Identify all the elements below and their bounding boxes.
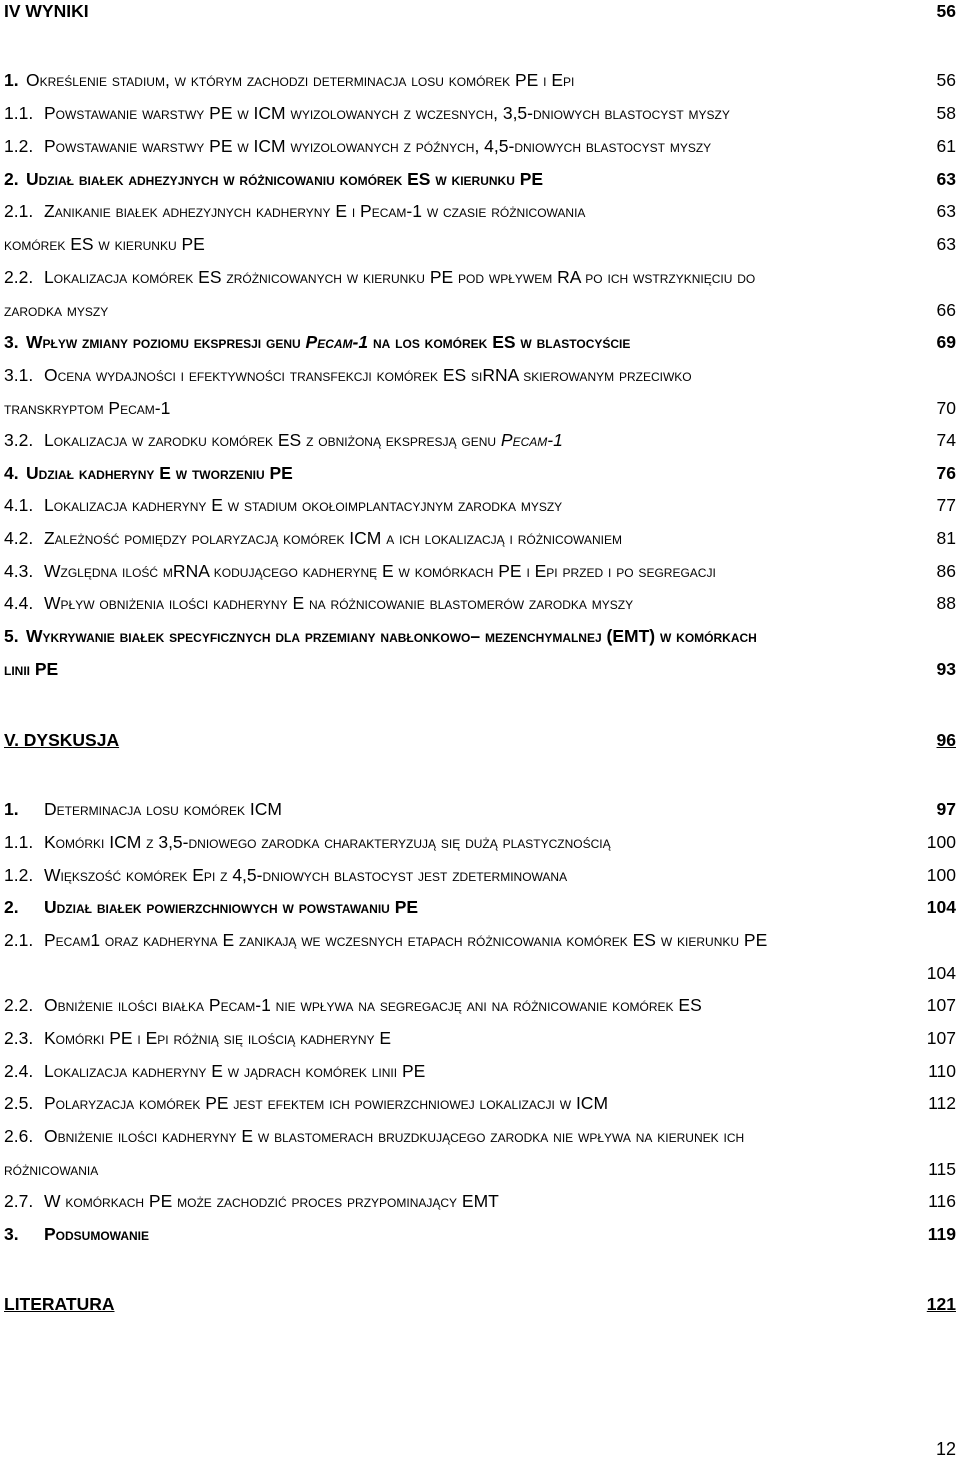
toc-title: Komórki ICM z 3,5-dniowego zarodka charakteryzują się dużą plastycznością (44, 832, 611, 852)
toc-number: 1. (4, 70, 19, 90)
toc-page: 107 (926, 1028, 956, 1048)
toc-entry-continuation[interactable] (4, 233, 956, 255)
toc-number: 3.2. (4, 430, 34, 450)
toc-number: 2.5. (4, 1093, 34, 1113)
toc-page: 96 (936, 730, 956, 750)
toc-section-heading[interactable] (4, 729, 956, 751)
toc-entry[interactable] (4, 625, 956, 647)
gene-name: Pecam-1 (305, 332, 369, 352)
toc-number: 4.4. (4, 593, 34, 613)
toc-page: 66 (936, 300, 956, 320)
toc-title: Zanikanie białek adhezyjnych kadheryny E i Pecam-1 w czasie różnicowania (44, 201, 586, 221)
toc-entry[interactable] (4, 266, 956, 288)
toc-page: 63 (936, 234, 956, 254)
toc-number: 2.7. (4, 1191, 34, 1211)
toc-entry[interactable] (4, 1027, 956, 1049)
toc-page: 97 (936, 799, 956, 819)
toc-section-heading[interactable] (4, 1293, 956, 1315)
gene-name: Pecam-1 (500, 430, 563, 450)
toc-entry[interactable] (4, 560, 956, 582)
toc-title: Większość komórek Epi z 4,5-dniowych blastocyst jest zdeterminowana (44, 865, 568, 885)
toc-title: Udział białek powierzchniowych w powstawaniu PE (44, 897, 419, 917)
toc-number: 2.2. (4, 995, 34, 1015)
toc-entry[interactable] (4, 494, 956, 516)
toc-entry[interactable] (4, 364, 956, 386)
toc-page: 61 (936, 136, 956, 156)
toc-number: 3. (4, 332, 19, 352)
toc-page: 100 (926, 865, 956, 885)
toc-entry[interactable] (4, 331, 956, 353)
toc-number: 2.2. (4, 267, 34, 287)
toc-title: Polaryzacja komórek PE jest efektem ich powierzchniowej lokalizacji w ICM (44, 1093, 609, 1113)
toc-number: 2.3. (4, 1028, 34, 1048)
toc-entry[interactable] (4, 69, 956, 91)
toc-entry[interactable] (4, 1125, 956, 1147)
toc-title: Określenie stadium, w którym zachodzi determinacja losu komórek PE i Epi (26, 70, 575, 90)
toc-title: Powstawanie warstwy PE w ICM wyizolowanych z wczesnych, 3,5-dniowych blastocyst myszy (44, 103, 730, 123)
toc-page: 104 (926, 963, 956, 983)
toc-entry-continuation[interactable] (4, 397, 956, 419)
footer-page-number: 12 (935, 1439, 956, 1459)
toc-page: 88 (936, 593, 956, 613)
toc-page: 56 (936, 1, 956, 21)
toc-page: 81 (936, 528, 956, 548)
toc-number: 2.1. (4, 930, 34, 950)
toc-entry[interactable] (4, 929, 956, 951)
toc-page: 63 (936, 169, 956, 189)
toc-title: Pecam1 oraz kadheryna E zanikają we wczesnych etapach różnicowania komórek ES w kierunku PE (44, 930, 768, 950)
toc-section-heading[interactable] (4, 0, 956, 22)
toc-entry-continuation[interactable] (4, 1158, 956, 1180)
toc-entry[interactable] (4, 592, 956, 614)
toc-number: 1. (4, 799, 19, 819)
toc-title: Względna ilość mRNA kodującego kadherynę E w komórkach PE i Epi przed i po segregacji (44, 561, 716, 581)
toc-title: komórek ES w kierunku PE (4, 234, 205, 254)
toc-number: 4.2. (4, 528, 34, 548)
toc-page: 74 (936, 430, 956, 450)
toc-title: linii PE (4, 659, 59, 679)
toc-entry-continuation[interactable] (4, 658, 956, 680)
toc-title: Ocena wydajności i efektywności transfekcji komórek ES siRNA skierowanym przeciwko (44, 365, 692, 385)
toc-title-part: Lokalizacja w zarodku komórek ES z obniżoną ekspresją genu (44, 430, 501, 450)
toc-page: 70 (936, 398, 956, 418)
toc-title: W komórkach PE może zachodzić proces przypominający EMT (44, 1191, 499, 1211)
toc-title: Obniżenie ilości kadheryny E w blastomerach bruzdkującego zarodka nie wpływa na kierunek ich (44, 1126, 745, 1146)
toc-number: 3. (4, 1224, 19, 1244)
toc-entry[interactable] (4, 994, 956, 1016)
toc-number: 1.1. (4, 832, 34, 852)
toc-page: 93 (936, 659, 956, 679)
toc-title: Zależność pomiędzy polaryzacją komórek ICM a ich lokalizacją i różnicowaniem (44, 528, 622, 548)
toc-page: 107 (926, 995, 956, 1015)
toc-number: IV WYNIKI (4, 1, 89, 21)
toc-title-part: na los komórek ES w blastocyście (368, 332, 631, 352)
toc-page: 115 (928, 1159, 956, 1179)
toc-entry[interactable] (4, 831, 956, 853)
toc-page: 119 (927, 1224, 956, 1244)
toc-page: 63 (936, 201, 956, 221)
toc-page: 69 (936, 332, 956, 352)
toc-entry[interactable] (4, 429, 956, 451)
toc-title: Udział kadheryny E w tworzeniu PE (26, 463, 293, 483)
toc-entry[interactable] (4, 1092, 956, 1114)
toc-title: Lokalizacja kadheryny E w stadium okołoimplantacyjnym zarodka myszy (44, 495, 563, 515)
toc-page: 76 (936, 463, 956, 483)
toc-page: 104 (926, 897, 956, 917)
toc-entry[interactable] (4, 527, 956, 549)
toc-page: 110 (928, 1061, 956, 1081)
toc-page: 116 (928, 1191, 956, 1211)
toc-number: 4.1. (4, 495, 34, 515)
toc-title: zarodka myszy (4, 300, 109, 320)
toc-title (44, 429, 927, 451)
toc-number: LITERATURA (4, 1294, 115, 1314)
toc-page: 121 (926, 1294, 956, 1314)
toc-number: 2.1. (4, 201, 34, 221)
toc-entry[interactable] (4, 1190, 956, 1212)
toc-entry[interactable] (4, 135, 956, 157)
toc-number: 2.4. (4, 1061, 34, 1081)
toc-entry[interactable] (4, 200, 956, 222)
toc-number: 4.3. (4, 561, 34, 581)
toc-title: Determinacja losu komórek ICM (44, 799, 282, 819)
toc-number: 1.1. (4, 103, 34, 123)
toc-page: 100 (926, 832, 956, 852)
toc-number: 4. (4, 463, 19, 483)
toc-title: różnicowania (4, 1159, 99, 1179)
toc-page: 112 (928, 1093, 956, 1113)
toc-number: 5. (4, 626, 19, 646)
toc-number: V. DYSKUSJA (4, 730, 120, 750)
toc-title: Wykrywanie białek specyficznych dla przemiany nabłonkowo– mezenchymalnej (EMT) w komórkach (26, 626, 757, 646)
toc-entry[interactable] (4, 1223, 956, 1245)
toc-title: transkryptom Pecam-1 (4, 398, 171, 418)
toc-number: 3.1. (4, 365, 34, 385)
toc-entry-continuation[interactable] (4, 299, 956, 321)
toc-entry[interactable] (4, 864, 956, 886)
toc-entry[interactable] (4, 462, 956, 484)
toc-title: Obniżenie ilości białka Pecam-1 nie wpływa na segregację ani na różnicowanie komórek ES (44, 995, 702, 1015)
toc-number: 1.2. (4, 865, 34, 885)
toc-title: Udział białek adhezyjnych w różnicowaniu komórek ES w kierunku PE (26, 169, 544, 189)
toc-entry[interactable] (4, 102, 956, 124)
toc-page: 58 (936, 103, 956, 123)
toc-number: 2.6. (4, 1126, 34, 1146)
toc-page: 77 (936, 495, 956, 515)
toc-entry[interactable] (4, 1060, 956, 1082)
toc-number: 2. (4, 169, 19, 189)
toc-page: 56 (936, 70, 956, 90)
toc-entry-continuation[interactable] (4, 962, 956, 984)
toc-title: Wpływ obniżenia ilości kadheryny E na różnicowanie blastomerów zarodka myszy (44, 593, 634, 613)
toc-title (26, 331, 927, 353)
toc-title: Komórki PE i Epi różnią się ilością kadheryny E (44, 1028, 392, 1048)
toc-entry[interactable] (4, 168, 956, 190)
toc-title: Powstawanie warstwy PE w ICM wyizolowanych z późnych, 4,5-dniowych blastocyst myszy (44, 136, 712, 156)
toc-title: Lokalizacja komórek ES zróżnicowanych w kierunku PE pod wpływem RA po ich wstrzyknięciu do (44, 267, 756, 287)
toc-page: 86 (936, 561, 956, 581)
toc-number: 1.2. (4, 136, 34, 156)
toc-title: Podsumowanie (44, 1224, 150, 1244)
toc-entry[interactable] (4, 798, 956, 820)
toc-title-part: Wpływ zmiany poziomu ekspresji genu (26, 332, 306, 352)
toc-title: Lokalizacja kadheryny E w jądrach komórek linii PE (44, 1061, 426, 1081)
toc-entry[interactable] (4, 896, 956, 918)
toc-number: 2. (4, 897, 19, 917)
